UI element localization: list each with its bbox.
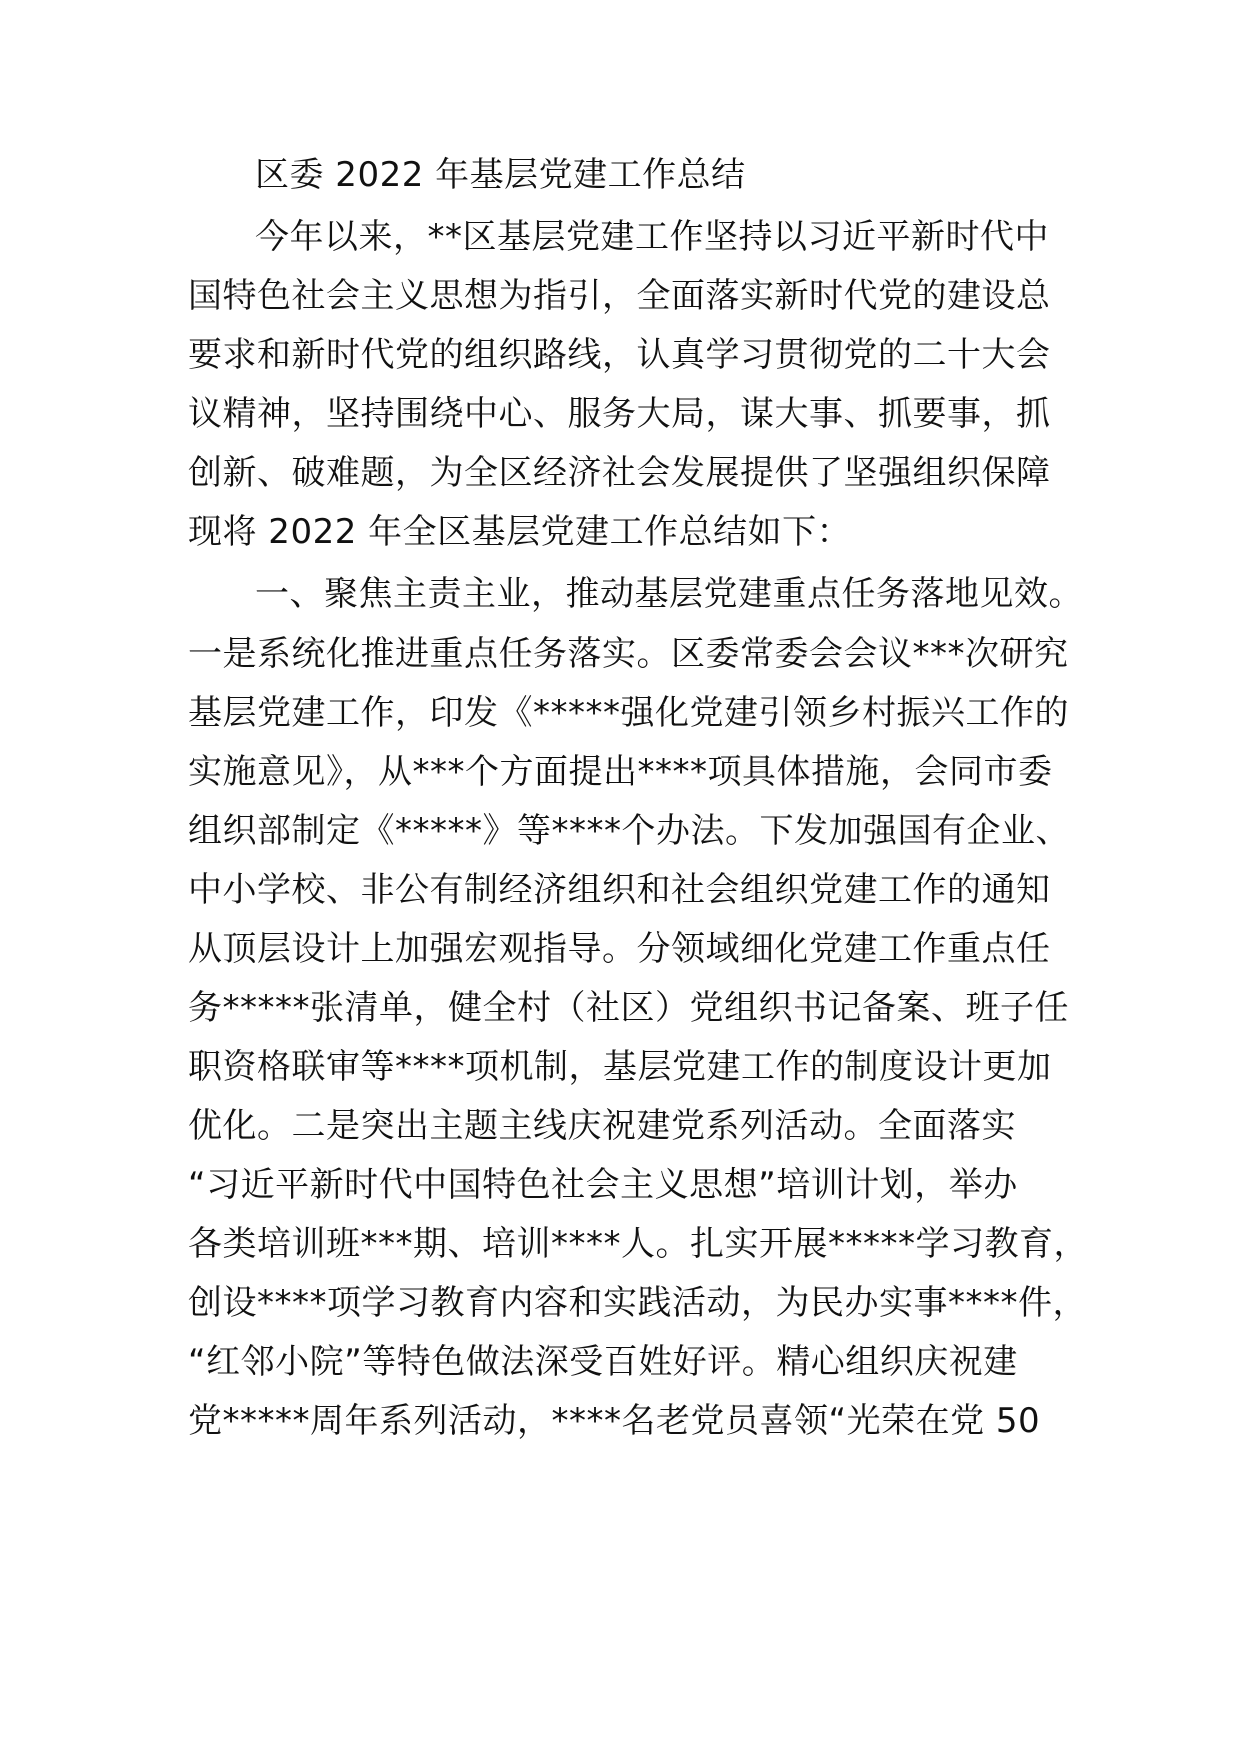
paragraph-line: 务*****张清单，健全村（社区）党组织书记备案、班子任 [188, 988, 1069, 1028]
paragraph-line: 今年以来，**区基层党建工作坚持以习近平新时代中 [255, 217, 1049, 257]
paragraph-line: “红邻小院”等特色做法深受百姓好评。精心组织庆祝建 [188, 1342, 1018, 1382]
paragraph-line: 党*****周年系列活动，****名老党员喜领“光荣在党 50 [188, 1401, 1041, 1441]
paragraph-line: 各类培训班***期、培训****人。扎实开展*****学习教育， [188, 1224, 1088, 1264]
paragraph-line: “习近平新时代中国特色社会主义思想”培训计划，举办 [188, 1165, 1018, 1205]
paragraph-line: 从顶层设计上加强宏观指导。分领域细化党建工作重点任 [188, 929, 1051, 969]
paragraph-line: 一是系统化推进重点任务落实。区委常委会会议***次研究 [188, 634, 1069, 674]
section-heading: 一、聚焦主责主业，推动基层党建重点任务落地见效。 [255, 574, 1083, 614]
paragraph-line: 组织部制定《*****》等****个办法。下发加强国有企业、 [188, 811, 1070, 851]
paragraph-line: 创新、破难题，为全区经济社会发展提供了坚强组织保障 [188, 453, 1051, 493]
paragraph-line: 要求和新时代党的组织路线，认真学习贯彻党的二十大会 [188, 335, 1051, 375]
paragraph-line: 现将 2022 年全区基层党建工作总结如下： [188, 512, 852, 552]
paragraph-line: 议精神，坚持围绕中心、服务大局，谋大事、抓要事，抓 [188, 394, 1051, 434]
paragraph-line: 国特色社会主义思想为指引，全面落实新时代党的建设总 [188, 276, 1051, 316]
paragraph-line: 职资格联审等****项机制，基层党建工作的制度设计更加 [188, 1047, 1052, 1087]
paragraph-line: 实施意见》，从***个方面提出****项具体措施，会同市委 [188, 752, 1053, 792]
paragraph-line: 创设****项学习教育内容和实践活动，为民办实事****件， [188, 1283, 1087, 1323]
paragraph-line: 基层党建工作，印发《*****强化党建引领乡村振兴工作的 [188, 693, 1069, 733]
paragraph-line: 优化。二是突出主题主线庆祝建党系列活动。全面落实 [188, 1106, 1016, 1146]
paragraph-line: 中小学校、非公有制经济组织和社会组织党建工作的通知 [188, 870, 1051, 910]
document-title: 区委 2022 年基层党建工作总结 [255, 155, 746, 195]
